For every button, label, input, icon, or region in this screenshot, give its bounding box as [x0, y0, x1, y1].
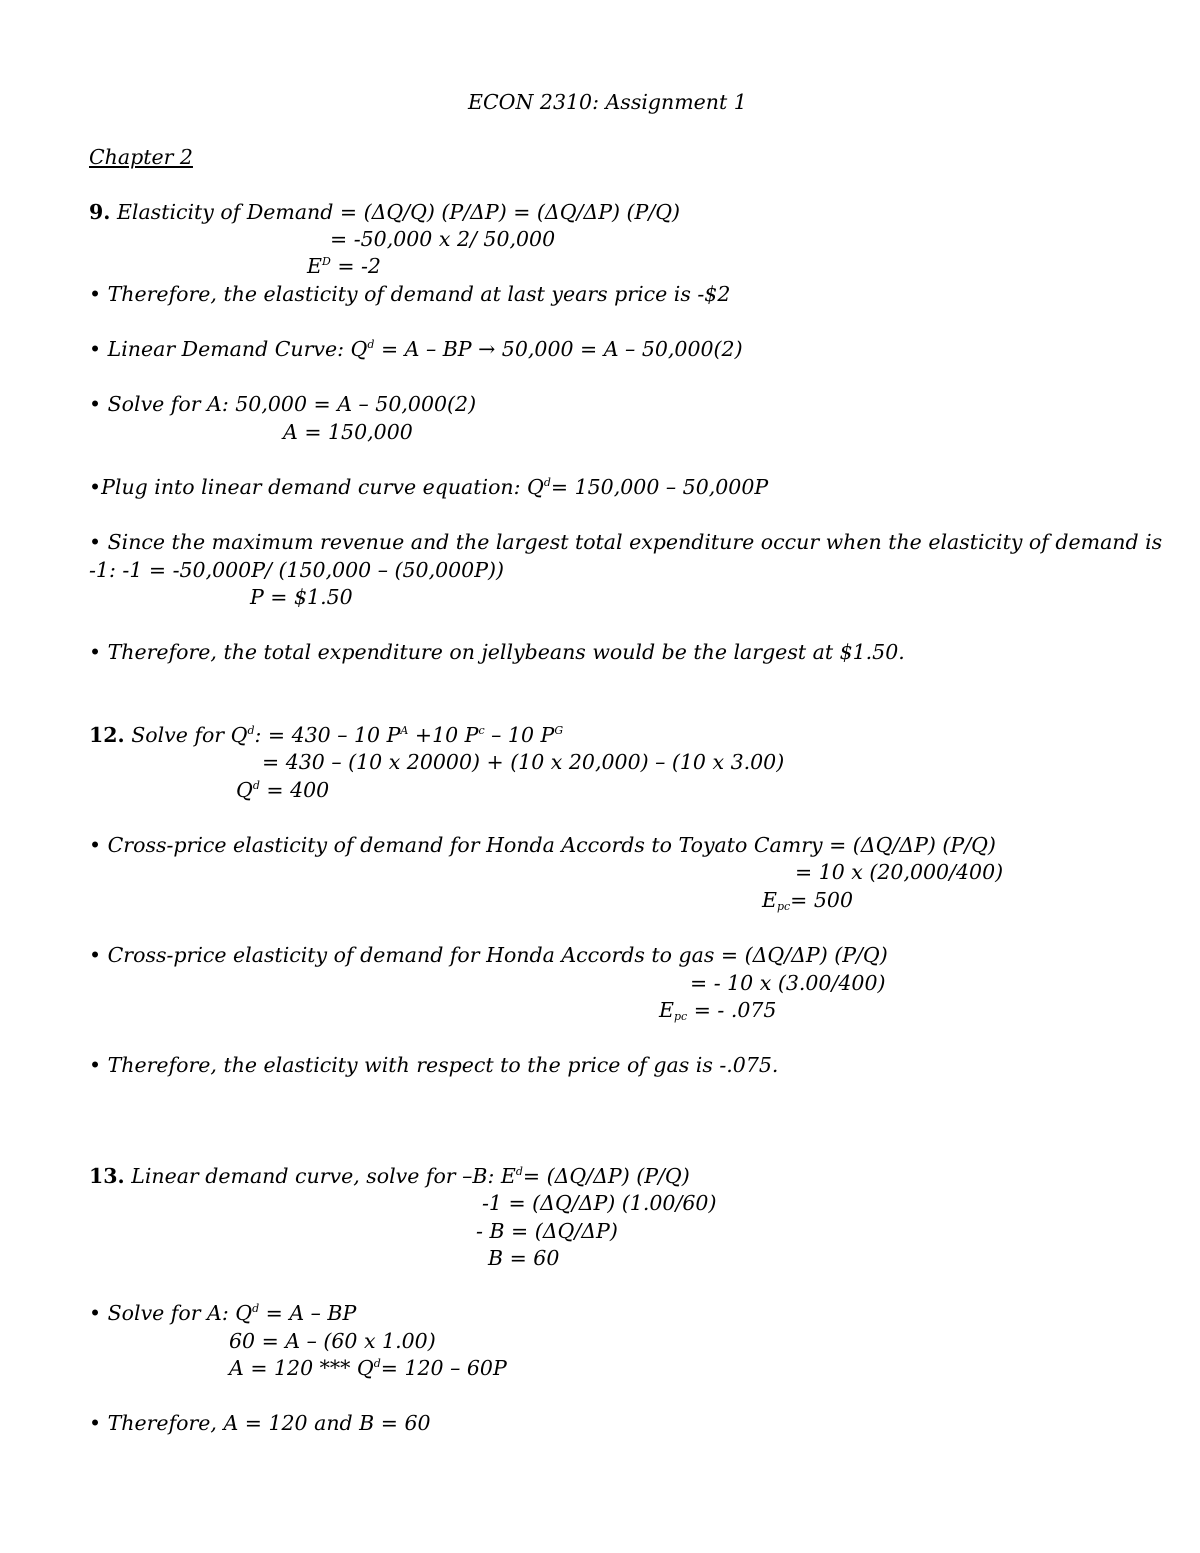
q9-bullet-2: • Linear Demand Curve: $Q^d = A$ – BP → 50,000 = A – 50,000(2) [89, 337, 743, 361]
q9-formula: Elasticity of Demand = (ΔQ/Q) (P/ΔP) = (ΔQ/ΔP) (P/Q) [116, 200, 681, 224]
q13-bullet-1: • Solve for A: $Q^d = A$ – BP [89, 1301, 357, 1325]
q13-bullet-2: • Therefore, A = 120 and B = 60 [89, 1411, 431, 1435]
q12-bullet-2-result: $E_{pc}$ = - .075 [659, 998, 777, 1023]
q13-bullet-1-result: A = 120 *** $Q^d= 120 - 60P$ [229, 1356, 507, 1380]
q9-bullet-4: •Plug into linear demand curve equation: $Q^d= 150,000 - 50,000P$ [89, 475, 769, 499]
q12-bullet-2: • Cross-price elasticity of demand for Honda Accords to gas = (ΔQ/ΔP) (P/Q) [89, 943, 888, 967]
q9-line-3: $E^D = -2$ [307, 254, 381, 278]
q12-bullet-3: • Therefore, the elasticity with respect to the price of gas is -.075. [89, 1053, 779, 1077]
q12-line-1: 12. Solve for $Q^d$: = 430 – 10 $P^A +10$ $P^c - 10$ $P^G$ [89, 723, 564, 747]
page-title: ECON 2310: Assignment 1 [468, 90, 747, 114]
q13-number: 13. [89, 1164, 125, 1188]
arrow-right-icon: → [478, 337, 496, 361]
q9-line-2: = -50,000 x 2/ 50,000 [330, 227, 556, 251]
q12-number: 12. [89, 723, 125, 747]
q13-line-4: B = 60 [488, 1246, 560, 1270]
q12-bullet-1: • Cross-price elasticity of demand for Honda Accords to Toyato Camry = (ΔQ/ΔP) (P/Q) [89, 833, 996, 857]
q9-number: 9. [89, 200, 111, 224]
q12-bullet-2-cont: = - 10 x (3.00/400) [690, 971, 886, 995]
q13-bullet-1-cont: 60 = A – (60 x 1.00) [229, 1329, 436, 1353]
q9-line-1 [89, 199, 680, 225]
q13-line-2: -1 = (ΔQ/ΔP) (1.00/60) [482, 1191, 717, 1215]
q9-bullet-3: • Solve for A: 50,000 = A – 50,000(2) [89, 392, 477, 416]
q9-bullet-6: • Therefore, the total expenditure on jellybeans would be the largest at $1.50. [89, 640, 905, 664]
chapter-heading: Chapter 2 [89, 145, 193, 169]
q9-bullet-1: • Therefore, the elasticity of demand at last years price is -$2 [89, 282, 731, 306]
q12-bullet-1-result: $E_{pc}= 500$ [762, 888, 853, 913]
q9-bullet-3-result: A = 150,000 [283, 420, 413, 444]
q13-line-3: - B = (ΔQ/ΔP) [476, 1219, 618, 1243]
q13-line-1: 13. Linear demand curve, solve for –B: $E^d= (\Delta Q/\Delta P)$ (P/Q) [89, 1164, 690, 1188]
q9-bullet-5-cont: -1: -1 = -50,000P/ (150,000 – (50,000P)) [89, 558, 505, 582]
q12-line-2: = 430 – (10 x 20000) + (10 x 20,000) – (10 x 3.00) [262, 750, 785, 774]
q9-bullet-5-result: P = $1.50 [250, 585, 353, 609]
q12-line-3: $Q^d = 400$ [236, 778, 330, 802]
q12-bullet-1-cont: = 10 x (20,000/400) [795, 860, 1004, 884]
q9-bullet-5: • Since the maximum revenue and the largest total expenditure occur when the elasticity of demand is [89, 530, 1163, 554]
